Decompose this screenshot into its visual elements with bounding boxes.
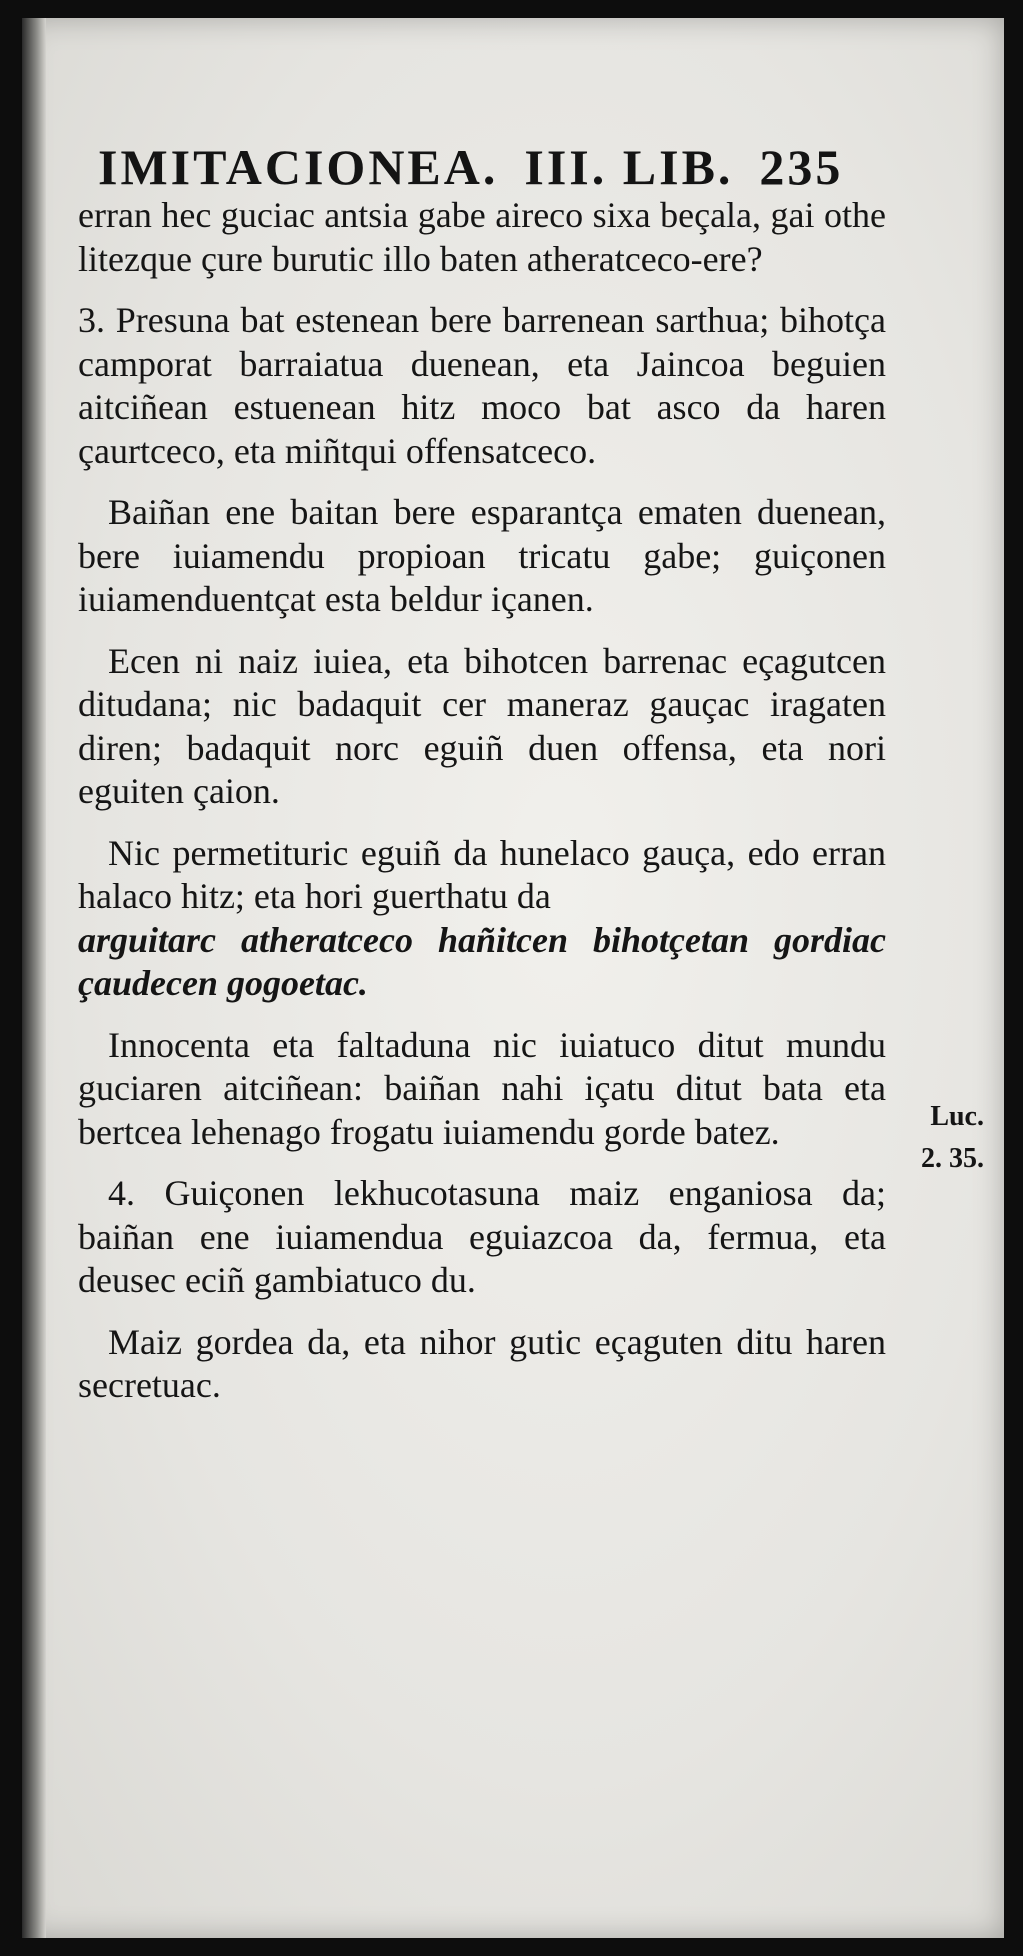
running-title: IMITACIONEA. [98,139,499,195]
paragraph-5: Nic permetituric eguiñ da hunelaco gauça, edo erran halaco hitz; eta hori guerthatu da [78,832,886,916]
margin-reference-book: Luc. [930,1101,984,1132]
book-number: III. LIB. [524,139,734,195]
paragraph-5-italic: arguitarc atheratceco hañitcen bihotçetan gordiac çaudecen gogoetac. [78,919,886,1003]
paragraph-4: Ecen ni naiz iuiea, eta bihotcen barrenac eçagutcen ditudana; nic badaquit cer maneraz gauçac iragaten diren; badaquit norc eguiñ duen offensa, eta nori eguiten çaion. [78,640,886,811]
margin-reference-verse: 2. 35. [921,1143,984,1174]
paragraph-8: Maiz gordea da, eta nihor gutic eçaguten ditu haren secretuac. [78,1321,886,1405]
paragraph-1: erran hec guciac antsia gabe aireco sixa beçala, gai othe litezque çure burutic illo baten atheratceco-ere? [78,195,886,279]
margin-reference [904,1096,984,1180]
main-text-column [78,194,886,1408]
paragraph-6: Innocenta eta faltaduna nic iuiatuco ditut mundu guciaren aitciñean: baiñan nahi içatu ditut bata eta bertcea lehenago frogatu iuiamendu gorde batez. [78,1024,886,1152]
paragraph-3: Baiñan ene baitan bere esparantça ematen duenean, bere iuiamendu propioan tricatu gabe; guiçonen iuiamenduentçat esta beldur içanen. [78,492,886,619]
book-page [22,18,1004,1938]
page-number: 235 [759,139,844,195]
paragraph-7: 4. Guiçonen lekhucotasuna maiz enganiosa da; baiñan ene iuiamendua eguiazcoa da, fermua, eta deusec eciñ gambiatuco du. [78,1173,886,1300]
running-header [98,138,844,195]
paragraph-2: 3. Presuna bat estenean bere barrenean sarthua; bihotça camporat barraiatua duenean, eta Jaincoa beguien aitciñean estuenean hitz moco bat asco da haren çaurtceco, eta miñtqui offensatceco. [78,300,886,471]
book-spine-shadow [22,18,46,1938]
